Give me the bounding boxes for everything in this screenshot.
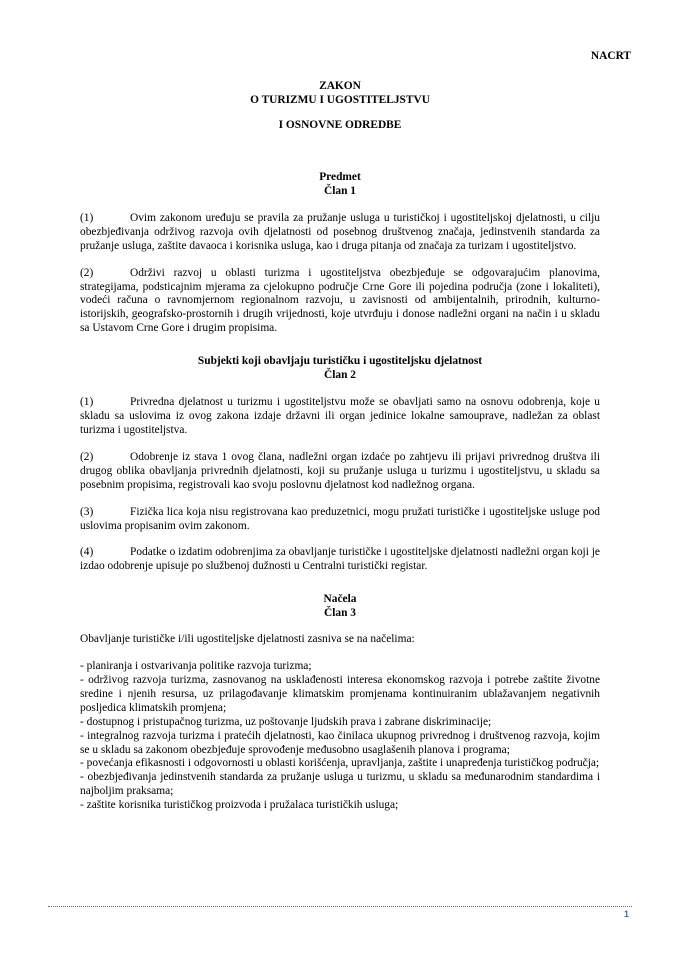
paragraph-number: (2) <box>80 266 94 279</box>
law-title-line2: O TURIZMU I UGOSTITELJSTVU <box>250 94 430 106</box>
paragraph-number: (1) <box>80 396 94 409</box>
list-item: - dostupnog i pristupačnog turizma, uz poštovanje ljudskih prava i zabrane diskriminacije; <box>80 715 492 728</box>
law-title <box>80 79 600 107</box>
article-2-subject: Subjekti koji obavljaju turističku i ugostiteljsku djelatnost <box>197 355 483 368</box>
list-item: - povećanja efikasnosti i odgovornosti u oblasti korišćenja, upravljanja, zaštite i unapređenja turističkog područja; <box>80 757 600 770</box>
paragraph-text: Fizička lica koja nisu registrovana kao preduzetnici, mogu pružati turističke i ugostiteljske usluge pod uslovima propisanim ovim zakonom. <box>80 505 600 532</box>
article-1-heading <box>80 170 600 198</box>
list-item: - integralnog razvoja turizma i pratećih djelatnosti, kao činilaca ukupnog privrednog i društvenog razvoja, kojim se u skladu sa zakonom obezbjeđuje sprovođenje međusobno usaglašenih planova i programa; <box>80 729 600 756</box>
law-title-line1: ZAKON <box>319 80 361 92</box>
principles-list <box>80 660 600 813</box>
document-body <box>80 79 600 813</box>
paragraph-number: (3) <box>80 505 94 518</box>
paragraph-number: (4) <box>80 546 94 559</box>
paragraph-number: (1) <box>80 211 94 224</box>
page-number: 1 <box>623 909 629 919</box>
article-2-paragraph-4 <box>80 546 600 574</box>
article-2-label: Član 2 <box>324 369 356 382</box>
list-item: - zaštite korisnika turističkog proizvoda i pružalaca turističkih usluga; <box>80 799 399 812</box>
list-item: - održivog razvoja turizma, zasnovanog na usklađenosti interesa ekonomskog razvoja i potrebe zaštite životne sredine i njenih resursa, uz prilagođavanje klimatskim promjenama kontinuiranim ublažavanjem negativnih posljedica klimatskih promjena; <box>80 674 600 714</box>
article-1-subject: Predmet <box>319 170 361 183</box>
draft-label: NACRT <box>590 50 631 62</box>
article-1-label: Član 1 <box>324 184 356 197</box>
list-item: - obezbjeđivanja jedinstvenih standarda za pružanje usluga u turizmu, u skladu sa međunarodnim standardima i najboljim praksama; <box>80 771 600 798</box>
article-3-subject: Načela <box>323 593 357 606</box>
article-2-paragraph-2 <box>80 451 600 493</box>
list-item: - planiranja i ostvarivanja politike razvoja turizma; <box>80 660 312 673</box>
article-3-label: Član 3 <box>324 607 356 620</box>
article-2-heading <box>80 354 600 382</box>
article-2-paragraph-1 <box>80 396 600 438</box>
paragraph-number: (2) <box>80 450 94 463</box>
paragraph-text: Održivi razvoj u oblasti turizma i ugostiteljstva obezbjeđuje se odgovarajućim planovima, strategijama, podsticajnim mjerama za cjelokupno područje Crne Gore ili pojedina područja (zone i lokaliteti), vodeći računa o ravnomjernom regionalnom razvoju, u zavisnosti od ambijentalnih, prirodnih, kulturno-istorijskih, geografsko-prostornih i drugih vrijednosti, koje utvrđuju i donose nadležni organi na način i u skladu sa Ustavom Crne Gore i drugim propisima. <box>80 266 600 335</box>
paragraph-text: Odobrenje iz stava 1 ovog člana, nadležni organ izdaće po zahtjevu ili prijavi privrednog društva ili drugog oblika obavljanja privrednih djelatnosti, koji su pružanje usluga u turizmu i ugostiteljstvu, u skladu sa posebnim propisima, registrovali kao svoju poslovnu djelatnost kod nadležnog organa. <box>80 450 600 491</box>
footer-divider <box>48 906 632 907</box>
article-1-paragraph-1 <box>80 212 600 254</box>
article-2-paragraph-3 <box>80 506 600 534</box>
article-1-paragraph-2 <box>80 267 600 337</box>
paragraph-text: Ovim zakonom uređuju se pravila za pružanje usluga u turističkoj i ugostiteljskoj djelatnosti, u cilju obezbjeđivanja održivog razvoja ovih djelatnosti od posebnog društvenog značaja, jedinstvenih standarda za pružanje usluga, zaštite davaoca i korisnika usluga, kao i druga pitanja od značaja za turizam i ugostiteljstvo. <box>80 211 600 252</box>
paragraph-text: Privredna djelatnost u turizmu i ugostiteljstvu može se obavljati samo na osnovu odobrenja, koje u skladu sa uslovima iz ovog zakona izdaje državni ili organ jedinice lokalne samouprave, nadležan za oblast turizma i ugostiteljstva. <box>80 396 600 436</box>
article-3-intro: Obavljanje turističke i/ili ugostiteljske djelatnosti zasniva se na načelima: <box>80 633 415 646</box>
chapter-heading: I OSNOVNE ODREDBE <box>278 119 402 131</box>
article-3-heading <box>80 592 600 620</box>
paragraph-text: Podatke o izdatim odobrenjima za obavljanje turističke i ugostiteljske djelatnosti nadležni organ koji je izdao odobrenje upisuje po službenoj dužnosti u Centralni turistički registar. <box>80 546 600 573</box>
